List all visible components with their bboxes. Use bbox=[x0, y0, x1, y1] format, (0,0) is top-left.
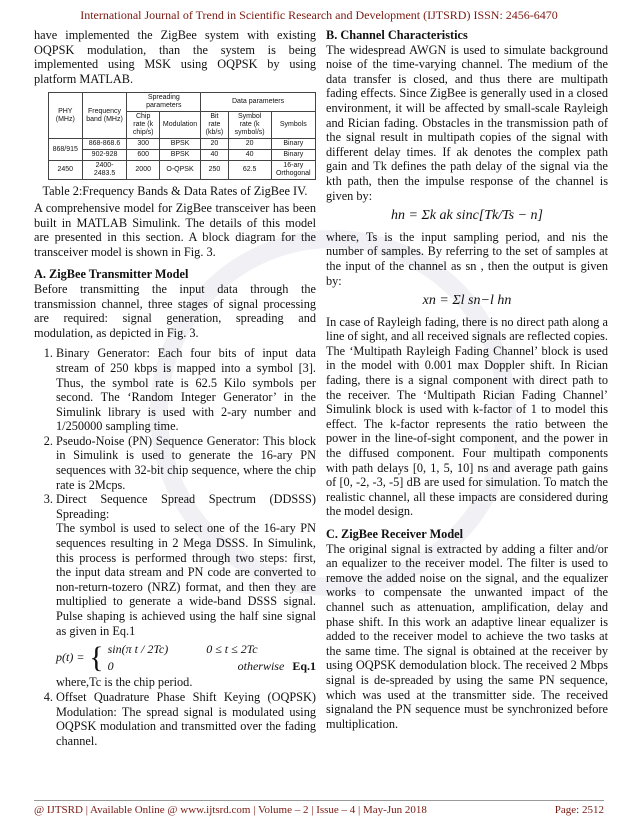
table-group-header: Spreading parameters bbox=[127, 93, 201, 112]
list-item bbox=[56, 492, 316, 690]
table-cell: O-QPSK bbox=[159, 161, 200, 180]
list-item: 4. Offset Quadrature Phase Shift Keying (OQPSK) Modulation: The spread signal is modulated using OQPSK modulation and transmitted over the fading channel. bbox=[56, 690, 316, 748]
table-row bbox=[49, 161, 316, 180]
page-number: Page: 2512 bbox=[554, 804, 604, 816]
table-cell: BPSK bbox=[159, 139, 200, 150]
table-cell: 250 bbox=[201, 161, 229, 180]
table-header-cell: PHY (MHz) bbox=[49, 93, 83, 139]
item-title: Direct Sequence Spread Spectrum (DDSSS) Spreading: bbox=[56, 492, 316, 521]
page-footer bbox=[34, 800, 604, 816]
table-cell: 868-868.6 bbox=[82, 139, 127, 150]
table-cell: 2000 bbox=[127, 161, 159, 180]
section-a-text: Before transmitting the input data through the transmission channel, three stages of signal processing are required: signal generation, spreading and modulation, as depicted in Fig. 3. bbox=[34, 281, 316, 340]
eq-case-expr: 0 bbox=[107, 658, 114, 673]
eq-brace: { bbox=[89, 640, 104, 674]
eq-lhs: p(t) = bbox=[56, 650, 85, 665]
table-group-header: Data parameters bbox=[201, 93, 316, 112]
page-header: International Journal of Trend in Scientific Research and Development (IJTSRD) ISSN: 2456-6470 bbox=[80, 8, 558, 22]
eq-case-expr: sin(π t / 2Tc) bbox=[107, 642, 169, 657]
list-item: 2. Pseudo-Noise (PN) Sequence Generator: This block in Simulink is used to generate the 16-ary PN sequences with 32-bit chip sequence, where the chip rate is 2Mcps. bbox=[56, 434, 316, 492]
section-b-heading: B. Channel Characteristics bbox=[326, 28, 468, 42]
table-header-cell: Bit rate (kb/s) bbox=[201, 112, 229, 139]
eq-label: Eq.1 bbox=[292, 658, 316, 673]
intro-paragraph: have implemented the ZigBee system with existing OQPSK modulation, than the system is being implemented using MSK using OQPSK by using platform MATLAB. bbox=[34, 28, 316, 86]
frequency-bands-table bbox=[48, 92, 316, 180]
table-cell: 2400-2483.5 bbox=[82, 161, 127, 180]
table-cell: 62.5 bbox=[228, 161, 271, 180]
equation-1 bbox=[56, 642, 316, 673]
eq-case-cond: otherwise bbox=[237, 658, 285, 673]
item-where: where,Tc is the chip period. bbox=[56, 675, 193, 690]
table-row bbox=[49, 150, 316, 161]
table-header-cell: Symbol rate (k symbol/s) bbox=[228, 112, 271, 139]
table-cell: Binary bbox=[271, 139, 315, 150]
table-header-cell: Chip rate (k chip/s) bbox=[127, 112, 159, 139]
table-header-cell: Frequency band (MHz) bbox=[82, 93, 127, 139]
table-cell: 600 bbox=[127, 150, 159, 161]
transmitter-steps-list bbox=[34, 346, 316, 748]
table-cell: 20 bbox=[201, 139, 229, 150]
table-header-cell: Symbols bbox=[271, 112, 315, 139]
fading-paragraph: In case of Rayleigh fading, there is no direct path along a line of sight, and all received signals are reflected copies. The ‘Multipath Rayleigh Fading Channel’ block is used in the model with 0.001 max Doppler shift. In Rician fading, there is a signal component with direct path to the receiver. The ‘Multipath Rician Fading Channel’ Simulink block is used with k-factor of 1 to model this effect. The k-factor represents the ratio between the power in the line-of-sight component, and the power in the diffused component. Four multipath components with path delays [0, 1, 5, 10] ns and average path gains of [0, -2, -3, -5] dB are used for simulation. To match the realistic channel, all these impacts are considered during the model design. bbox=[326, 314, 608, 519]
section-a-heading: A. ZigBee Transmitter Model bbox=[34, 267, 189, 282]
table-cell: 868/915 bbox=[49, 139, 83, 161]
item-text: The symbol is used to select one of the 16-ary PN sequences resulting in 2 Mega DSSS. In Simulink, this process is performed through two steps: first, the input data stream and PN code are converted to non-return-tozero (NRZ) format, and then they are multiplied to generate a wide-band DSSS signal. Pulse shaping is achieved using the half sine signal as given in Eq.1 bbox=[56, 521, 316, 638]
section-b-text: The widespread AWGN is used to simulate background noise of the time-varying channel. The medium of the data transfer is closed, and thus there are multipath fading effects. Since ZigBee is generally used in a closed environment, it will be affected by small-scale Rayleigh and Rician fading. Obstacles in the transmission path of the signal result in multipath copies of the signal with different delay times. If ak denotes the complex path gain and Tk defines the path delay of the signal via the kth path, then the impulse response of the channel is given by: bbox=[326, 42, 608, 203]
table-header-cell: Modulation bbox=[159, 112, 200, 139]
table-caption: Table 2:Frequency Bands & Data Rates of ZigBee IV. bbox=[42, 184, 308, 199]
table-cell: 40 bbox=[228, 150, 271, 161]
section-c-heading: C. ZigBee Receiver Model bbox=[326, 527, 464, 541]
table-cell: 300 bbox=[127, 139, 159, 150]
footer-left: @ IJTSRD | Available Online @ www.ijtsrd.com | Volume – 2 | Issue – 4 | May-Jun 2018 bbox=[34, 804, 427, 816]
table-cell: 902-928 bbox=[82, 150, 127, 161]
table-cell: 16-ary Orthogonal bbox=[271, 161, 315, 180]
section-c-text: The original signal is extracted by adding a filter and/or an equalizer to the receiver model. The filter is used to remove the added noise on the signal, and the equalizer works to compensate the unwanted impact of the channel such as attenuation, amplification, delay and phase shift. In this work an adaptive linear equalizer is added to the receiver model to achieve the two tasks at the same time. The signal is obtained at the receiver by using OQPSK demodulation block. The received 2 Mbps signal is de-spreaded by using the same PN sequence, which was used at the transmitter side. The received signaland the PN sequence must be synchronized before multiplication. bbox=[326, 541, 608, 731]
model-paragraph: A comprehensive model for ZigBee transceiver has been built in MATLAB Simulink. The details of this model are presented in this section. A block diagram for the transceiver model is shown in Fig. 3. bbox=[34, 200, 316, 259]
left-column bbox=[34, 28, 316, 748]
table-cell: 20 bbox=[228, 139, 271, 150]
impulse-response-equation: hn = Σk ak sinc[Tk/Ts − n] bbox=[391, 208, 543, 224]
table-row bbox=[49, 139, 316, 150]
table-cell: Binary bbox=[271, 150, 315, 161]
output-equation: xn = Σl sn−l hn bbox=[422, 293, 512, 309]
right-column bbox=[326, 28, 608, 731]
list-item: 1. Binary Generator: Each four bits of input data stream of 250 kbps is mapped into a symbol [3]. Thus, the symbol rate is 62.5 Kilo symbols per second. The ‘Random Integer Generator’ in the Simulink library is used with 2-ary number and 1/250000 sampling time. bbox=[56, 346, 316, 434]
table-cell: BPSK bbox=[159, 150, 200, 161]
table-cell: 2450 bbox=[49, 161, 83, 180]
where-paragraph: where, Ts is the input sampling period, and nis the number of samples. By referring to the set of samples at the input of the channel as sn , then the output is given by: bbox=[326, 229, 608, 288]
eq-case-cond: 0 ≤ t ≤ 2Tc bbox=[206, 642, 258, 657]
table-cell: 40 bbox=[201, 150, 229, 161]
